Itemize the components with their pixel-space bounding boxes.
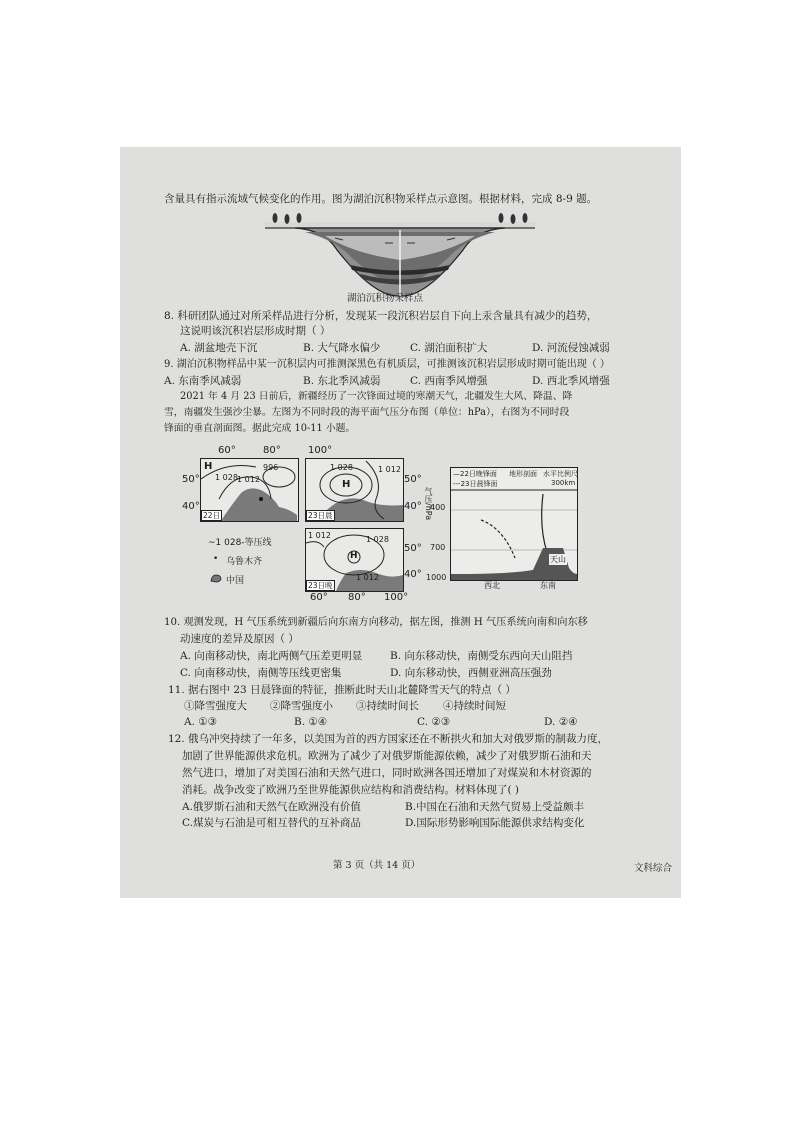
scale-value: 300km: [551, 479, 576, 487]
top-lon-80: 80°: [263, 445, 281, 456]
isobar-label: 1 012: [237, 475, 260, 484]
q8-option-a: A. 湖盆地壳下沉: [180, 342, 258, 354]
q8-stem-line2: 这说明该沉积岩层形成时期（ ）: [180, 325, 331, 337]
mountain-label: 天山: [550, 555, 566, 564]
legend-front-22: —22日晚锋面: [453, 470, 497, 478]
bottom-lon-80: 80°: [348, 592, 366, 603]
q12-option-a: A.俄罗斯石油和天然气在欧洲没有价值: [182, 801, 361, 813]
isobar-label: 1 028: [215, 473, 238, 482]
legend-china: 中国: [226, 576, 245, 586]
lat-left-50: 50°: [182, 474, 200, 485]
q11-statement-3: ③持续时间长: [356, 700, 419, 712]
isobar-label: 1 028: [366, 535, 389, 544]
lat-right-40: 40°: [404, 501, 422, 512]
photographed-page: [120, 147, 681, 898]
q11-option-c: C. ②③: [417, 716, 451, 728]
q11-option-b: B. ①④: [294, 716, 328, 728]
legend-terrain: 地形剖面: [509, 470, 537, 478]
top-lon-100: 100°: [308, 445, 333, 456]
q11-statement-1: ①降雪强度大: [184, 700, 247, 712]
q10-stem-line1: 10. 观测发现，H 气压系统到新疆后向东南方向移动，据左图，推测 H 气压系统向南和向东移: [164, 617, 588, 628]
bottom-lon-100: 100°: [384, 592, 409, 603]
isobar-label: 1 028: [330, 463, 353, 472]
day-tag-23-evening: 23日晚: [308, 581, 333, 590]
q10-option-d: D. 向东移动快，西侧亚洲高压强劲: [390, 667, 552, 679]
passage-line2: 雪，南疆发生强沙尘暴。左图为不同时段的海平面气压分布图（单位：hPa），右图为不同时段: [164, 407, 570, 418]
isobar-label: 996: [263, 463, 279, 472]
q9-option-a: A. 东南季风减弱: [164, 375, 242, 387]
high-pressure-label: H: [350, 551, 358, 561]
q9-option-c: C. 西南季风增强: [410, 375, 488, 387]
q12-line2: 加剧了世界能源供求危机。欧洲为了减少了对俄罗斯能源依赖，减少了对俄罗斯石油和天: [182, 750, 592, 762]
q9-option-d: D. 西北季风增强: [532, 375, 610, 387]
legend-front-23: ---23日晨锋面: [453, 480, 498, 488]
q11-option-d: D. ②④: [544, 716, 578, 728]
q8-option-b: B. 大气降水偏少: [303, 342, 381, 354]
bottom-lon-60: 60°: [310, 592, 328, 603]
pressure-map-22: [200, 458, 299, 522]
profile-ytick-400: 400: [430, 503, 446, 512]
profile-ytick-700: 700: [430, 543, 446, 552]
front-profile-chart: [450, 467, 578, 581]
day-tag-23-morning: 23日晨: [308, 511, 333, 520]
lat-right-50: 50°: [404, 543, 422, 554]
top-lon-60: 60°: [218, 445, 236, 456]
profile-ylabel: 气压/hPa: [424, 487, 433, 521]
q11-option-a: A. ①③: [184, 716, 218, 728]
q11-stem: 11. 据右图中 23 日晨锋面的特征，推断此时天山北麓降雪天气的特点（ ）: [168, 684, 516, 696]
q8-option-d: D. 河流侵蚀减弱: [532, 342, 610, 354]
q12-option-b: B.中国在石油和天然气贸易上受益颇丰: [405, 801, 585, 813]
q9-option-b: B. 东北季风减弱: [303, 375, 381, 387]
q12-line3: 然气进口，增加了对美国石油和天然气进口，同时欧洲各国还增加了对煤炭和木材资源的: [182, 767, 592, 779]
lat-left-40: 40°: [182, 501, 200, 512]
isobar-label: 1 012: [356, 573, 379, 582]
q9-stem: 9. 湖泊沉积物样品中某一沉积层内可推测深黑色有机质层，可推测该沉积岩层形成时期可能出现（ ）: [164, 359, 610, 370]
intro-text: 含量具有指示流域气候变化的作用。图为湖泊沉积物采样点示意图。根据材料，完成 8-9 题。: [164, 193, 598, 205]
high-pressure-label: H: [342, 479, 351, 490]
q10-option-a: A. 向南移动快，南北两侧气压差更明显: [180, 650, 363, 662]
profile-x-from: 西北: [484, 581, 500, 590]
high-pressure-label: H: [204, 461, 213, 472]
legend-scale: 水平比例尺: [543, 470, 578, 478]
isobar-label: 1 012: [308, 531, 331, 540]
q11-statement-2: ②降雪强度小: [270, 700, 333, 712]
lat-right-40: 40°: [404, 569, 422, 580]
q12-line4: 消耗。战争改变了欧洲乃至世界能源供应结构和消费结构。材料体现了( ): [182, 784, 520, 796]
profile-ytick-1000: 1000: [426, 573, 447, 582]
isobar-label: 1 012: [378, 465, 401, 474]
legend-city-dot: •: [213, 554, 219, 564]
china-legend-icon: [210, 574, 222, 583]
page-footer: 第 3 页（共 14 页）: [333, 860, 421, 871]
legend-isobar: ~1 028-等压线: [208, 538, 272, 548]
q8-option-c: C. 湖泊面积扩大: [410, 342, 488, 354]
pressure-map-23-evening: [305, 528, 404, 592]
lat-right-50: 50°: [404, 474, 422, 485]
passage-line1: 2021 年 4 月 23 日前后，新疆经历了一次锋面过境的寒潮天气，北疆发生大风、降温、降: [180, 391, 573, 402]
q10-option-c: C. 向南移动快，南侧等压线更密集: [180, 667, 342, 679]
q12-line1: 12. 俄乌冲突持续了一年多，以美国为首的西方国家还在不断拱火和加大对俄罗斯的制裁力度，: [168, 733, 609, 745]
profile-x-to: 东南: [540, 581, 556, 590]
q8-stem-line1: 8. 科研团队通过对所采样品进行分析，发现某一段沉积岩层自下向上汞含量具有减少的趋势，: [164, 310, 598, 322]
legend-city: 乌鲁木齐: [226, 557, 263, 567]
lake-caption: 湖泊沉积物采样点: [347, 293, 424, 304]
q12-option-d: D.国际形势影响国际能源供求结构变化: [405, 817, 585, 829]
pressure-map-23-morning: [305, 458, 404, 522]
passage-line3: 锋面的垂直剖面图。据此完成 10-11 小题。: [164, 423, 356, 434]
day-tag-22: 22日: [203, 511, 221, 520]
q12-option-c: C.煤炭与石油是可相互替代的互补商品: [182, 817, 361, 829]
q11-statement-4: ④持续时间短: [443, 700, 506, 712]
q10-option-b: B. 向东移动快，南侧受东西向天山阻挡: [390, 650, 573, 662]
side-label: 文科综合: [634, 863, 673, 874]
q10-stem-line2: 动速度的差异及原因（ ）: [180, 633, 299, 645]
